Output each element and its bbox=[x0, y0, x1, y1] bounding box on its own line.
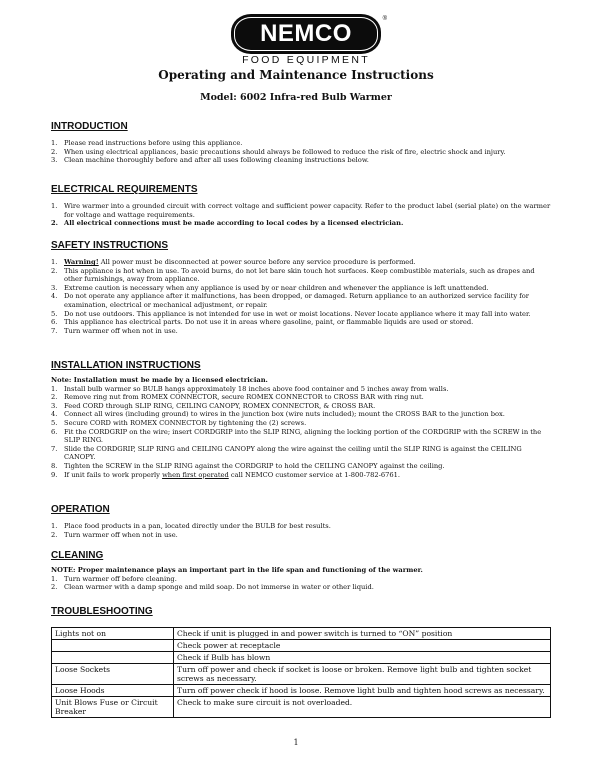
logo-subtitle: FOOD EQUIPMENT bbox=[242, 54, 370, 66]
list-item: 1. Install bulb warmer so BULB hangs approximately 18 inches above food container and 5 inches away from walls. bbox=[51, 384, 449, 393]
list-item: 5. Secure CORD with ROMEX CONNECTOR by tightening the (2) screws. bbox=[51, 418, 307, 427]
operation-section bbox=[51, 504, 551, 539]
table-row: Lights not on Check if unit is plugged in and power switch is turned to “ON” position bbox=[52, 628, 551, 640]
document-title: Operating and Maintenance Instructions bbox=[158, 68, 434, 82]
safety-heading: SAFETY INSTRUCTIONS bbox=[51, 240, 169, 251]
list-item: 4. Do not operate any appliance after it malfunctions, has been dropped, or damaged. Return appliance to an authorized service facility for examination, electrical or mechanical adjustment, or repair. bbox=[51, 292, 529, 309]
cleaning-heading: CLEANING bbox=[51, 550, 104, 561]
cleaning-section bbox=[51, 550, 551, 592]
registered-mark: ® bbox=[382, 16, 387, 22]
list-item: 3. Feed CORD through SLIP RING, CEILING CANOPY, ROMEX CONNECTOR, & CROSS BAR. bbox=[51, 401, 376, 410]
troubleshooting-section bbox=[51, 606, 551, 624]
troubleshooting-heading: TROUBLESHOOTING bbox=[51, 606, 153, 617]
table-row: Check if Bulb has blown bbox=[52, 652, 551, 664]
when-first-operated-text: when first operated bbox=[162, 470, 229, 479]
list-item: 5. Do not use outdoors. This appliance is not intended for use in wet or moist locations. Never locate appliance where it may fall into water. bbox=[51, 309, 531, 318]
list-item: 2. Remove ring nut from ROMEX CONNECTOR, secure ROMEX CONNECTOR to CROSS BAR with ring nut. bbox=[51, 393, 424, 402]
list-item: 2. All electrical connections must be made according to local codes by a licensed electrician. bbox=[51, 219, 404, 228]
list-item: 1. Place food products in a pan, located directly under the BULB for best results. bbox=[51, 522, 331, 530]
list-item: 3. Clean machine thoroughly before and after all uses following cleaning instructions below. bbox=[51, 156, 369, 165]
operation-heading: OPERATION bbox=[51, 504, 110, 515]
list-item: 1. Turn warmer off before cleaning. bbox=[51, 574, 177, 583]
safety-section bbox=[51, 240, 551, 335]
list-item: 7. Turn warmer off when not in use. bbox=[51, 326, 178, 335]
logo-text: NEMCO bbox=[260, 20, 352, 47]
list-item: 2. When using electrical appliances, basic precautions should always be followed to reduce the risk of fire, electric shock and injury. bbox=[51, 147, 506, 156]
list-item: 7. Slide the CORDGRIP, SLIP RING and CEILING CANOPY along the wire against the ceiling until the SLIP RING is against the CEILING CANOPY. bbox=[51, 444, 522, 462]
logo-badge bbox=[231, 14, 387, 54]
table-row: Unit Blows Fuse or Circuit Breaker Check to make sure circuit is not overloaded. bbox=[52, 697, 551, 718]
list-item: 2. Turn warmer off when not in use. bbox=[51, 530, 178, 539]
introduction-section bbox=[51, 121, 551, 165]
table-row: Loose Sockets Turn off power and check if socket is loose or broken. Remove light bulb and tighten socket screws as necessary. bbox=[52, 664, 551, 685]
warning-label: Warning! bbox=[64, 258, 99, 266]
list-item: 1. Warning! All power must be disconnected at power source before any service procedure is performed. bbox=[51, 258, 416, 266]
list-item: 9. If unit fails to work properly when first operated call NEMCO customer service at 1-800-782-6761. bbox=[51, 470, 400, 479]
table-row: Loose Hoods Turn off power check if hood is loose. Remove light bulb and tighten hood screws as necessary. bbox=[52, 685, 551, 697]
list-item: 2. Clean warmer with a damp sponge and mild soap. Do not immerse in water or other liquid. bbox=[51, 583, 374, 592]
installation-section bbox=[51, 360, 551, 479]
list-item: 6. Fit the CORDGRIP on the wire; insert CORDGRIP into the SLIP RING, aligning the locking portion of the CORDGRIP with the SCREW in the SLIP RING. bbox=[51, 427, 542, 445]
installation-heading: INSTALLATION INSTRUCTIONS bbox=[51, 360, 201, 371]
page-number: 1 bbox=[293, 738, 299, 747]
list-item: 6. This appliance has electrical parts. Do not use it in areas where gasoline, paint, or flammable liquids are used or stored. bbox=[51, 318, 474, 327]
list-item: 3. Extreme caution is necessary when any appliance is used by or near children and whenever the appliance is left unattended. bbox=[51, 283, 489, 292]
table-row: Check power at receptacle bbox=[52, 640, 551, 652]
installation-note: Note: Installation must be made by a licensed electrician. bbox=[51, 376, 268, 384]
list-item: 1. Wire warmer into a grounded circuit with correct voltage and sufficient power capacity. Refer to the product label (serial plate) on the warmer for voltage and wattage requirements. bbox=[51, 202, 551, 219]
cleaning-note: NOTE: Proper maintenance plays an important part in the life span and functioning of the warmer. bbox=[51, 566, 423, 574]
list-item: 2. This appliance is hot when in use. To avoid burns, do not let bare skin touch hot surfaces. Keep combustible materials, such as drapes and other furnishings, away from appliance. bbox=[51, 266, 535, 284]
list-item: 8. Tighten the SCREW in the SLIP RING against the CORDGRIP to hold the CEILING CANOPY against the ceiling. bbox=[51, 461, 445, 470]
electrical-section bbox=[51, 184, 551, 228]
list-item: 4. Connect all wires (including ground) to wires in the junction box (wire nuts included); mount the CROSS BAR to the junction box. bbox=[51, 410, 505, 419]
introduction-heading: INTRODUCTION bbox=[51, 121, 128, 132]
electrical-heading: ELECTRICAL REQUIREMENTS bbox=[51, 184, 198, 195]
list-item: 1. Please read instructions before using this appliance. bbox=[51, 139, 243, 147]
model-line: Model: 6002 Infra-red Bulb Warmer bbox=[200, 92, 392, 103]
troubleshooting-table bbox=[51, 627, 551, 718]
nemco-logo bbox=[231, 14, 387, 66]
